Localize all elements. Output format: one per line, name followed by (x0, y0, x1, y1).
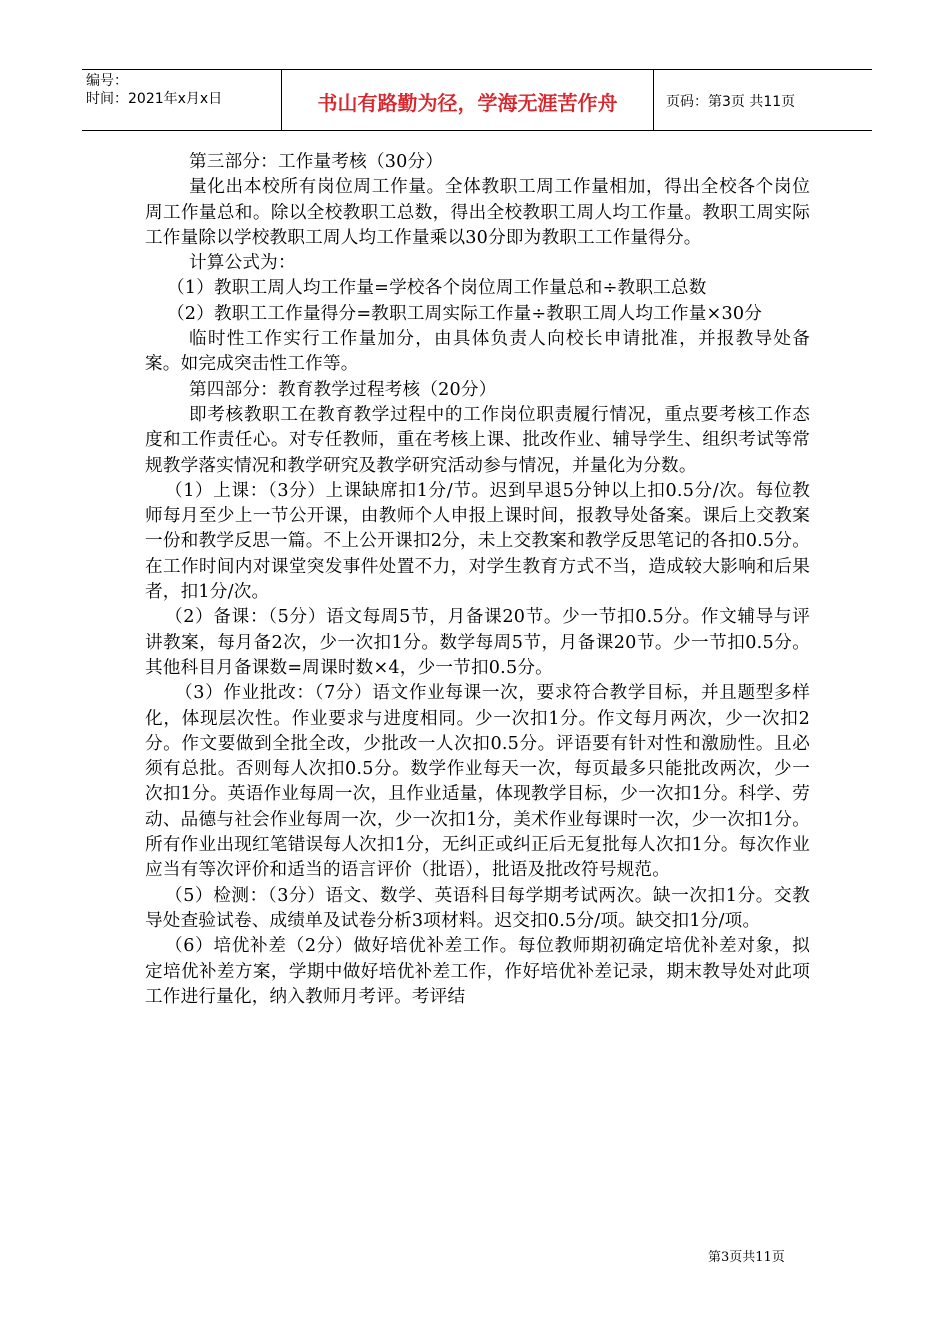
rule-item: （1）上课：（3分）上课缺席扣1分/节。迟到早退5分钟以上扣0.5分/次。每位教师每月至少上一节公开课，由教师个人申报上课时间，报教导处备案。课后上交教案一份和教学反思一篇。不上公开课扣2分，未上交教案和教学反思笔记的各扣0.5分。在工作时间内对课堂突发事件处置不力，对学生教育方式不当，造成较大影响和后果者，扣1分/次。 (145, 480, 810, 603)
rule-item: （3）作业批改：（7分）语文作业每课一次，要求符合教学目标，并且题型多样化，体现层次性。作业要求与进度相同。少一次扣1分。作文每月两次，少一次扣2分。作文要做到全批全改，少批改一人次扣0.5分。评语要有针对性和激励性。且必须有总批。否则每人次扣0.5分。数学作业每天一次，每页最多只能批改两次，少一次扣1分。英语作业每周一次，且作业适量，体现教学目标，少一次扣1分。科学、劳动、品德与社会作业每周一次，少一次扣1分，美术作业每课时一次，少一次扣1分。所有作业出现红笔错误每人次扣1分，无纠正或纠正后无复批每人次扣1分。每次作业应当有等次评价和适当的语言评价（批语），批语及批改符号规范。 (145, 683, 810, 881)
page-header (82, 69, 872, 131)
motto: 书山有路勤为径，学海无涯苦作舟 (282, 70, 654, 130)
paragraph: 即考核教职工在教育教学过程中的工作岗位职责履行情况，重点要考核工作态度和工作责任心。对专任教师，重在考核上课、批改作业、辅导学生、组织考试等常规教学落实情况和教学研究及教学研究活动参与情况，并量化为分数。 (145, 404, 810, 476)
paragraph: 量化出本校所有岗位周工作量。全体教职工周工作量相加，得出全校各个岗位周工作量总和。除以全校教职工总数，得出全校教职工周人均工作量。教职工周实际工作量除以学校教职工周人均工作量乘以30分即为教职工工作量得分。 (145, 177, 810, 248)
rule-item: （5）检测：（3分）语文、数学、英语科目每学期考试两次。缺一次扣1分。交教导处查验试卷、成绩单及试卷分析3项材料。迟交扣0.5分/项。缺交扣1分/项。 (145, 885, 810, 931)
rule-item: （2）备课：（5分）语文每周5节，月备课20节。少一节扣0.5分。作文辅导与评讲教案，每月备2次，少一次扣1分。数学每周5节，月备课20节。少一节扣0.5分。其他科目月备课数=周课时数×4，少一节扣0.5分。 (145, 607, 810, 678)
paragraph: 临时性工作实行工作量加分，由具体负责人向校长申请批准，并报教导处备案。如完成突击性工作等。 (145, 329, 810, 375)
document-body (145, 150, 810, 1010)
section-heading-4: 第四部分：教育教学过程考核（20分） (189, 379, 497, 400)
page-footer: 第3页共11页 (708, 1250, 785, 1265)
number-label: 编号： (86, 73, 128, 89)
page-number-label: 页码：第3页 共11页 (666, 94, 796, 110)
paragraph: 计算公式为： (189, 253, 296, 274)
rule-item: （6）培优补差（2分）做好培优补差工作。每位教师期初确定培优补差对象，拟定培优补差方案，学期中做好培优补差工作，作好培优补差记录，期末教导处对此项工作进行量化，纳入教师月考评。考评结 (145, 936, 810, 1007)
formula-item: （2）教职工工作量得分=教职工周实际工作量÷教职工周人均工作量×30分 (167, 303, 763, 324)
header-info-cell (82, 70, 282, 130)
time-label: 时间：2021年x月x日 (86, 91, 223, 107)
section-heading-3: 第三部分：工作量考核（30分） (189, 152, 444, 172)
formula-item: （1）教职工周人均工作量=学校各个岗位周工作量总和÷教职工总数 (167, 278, 707, 299)
